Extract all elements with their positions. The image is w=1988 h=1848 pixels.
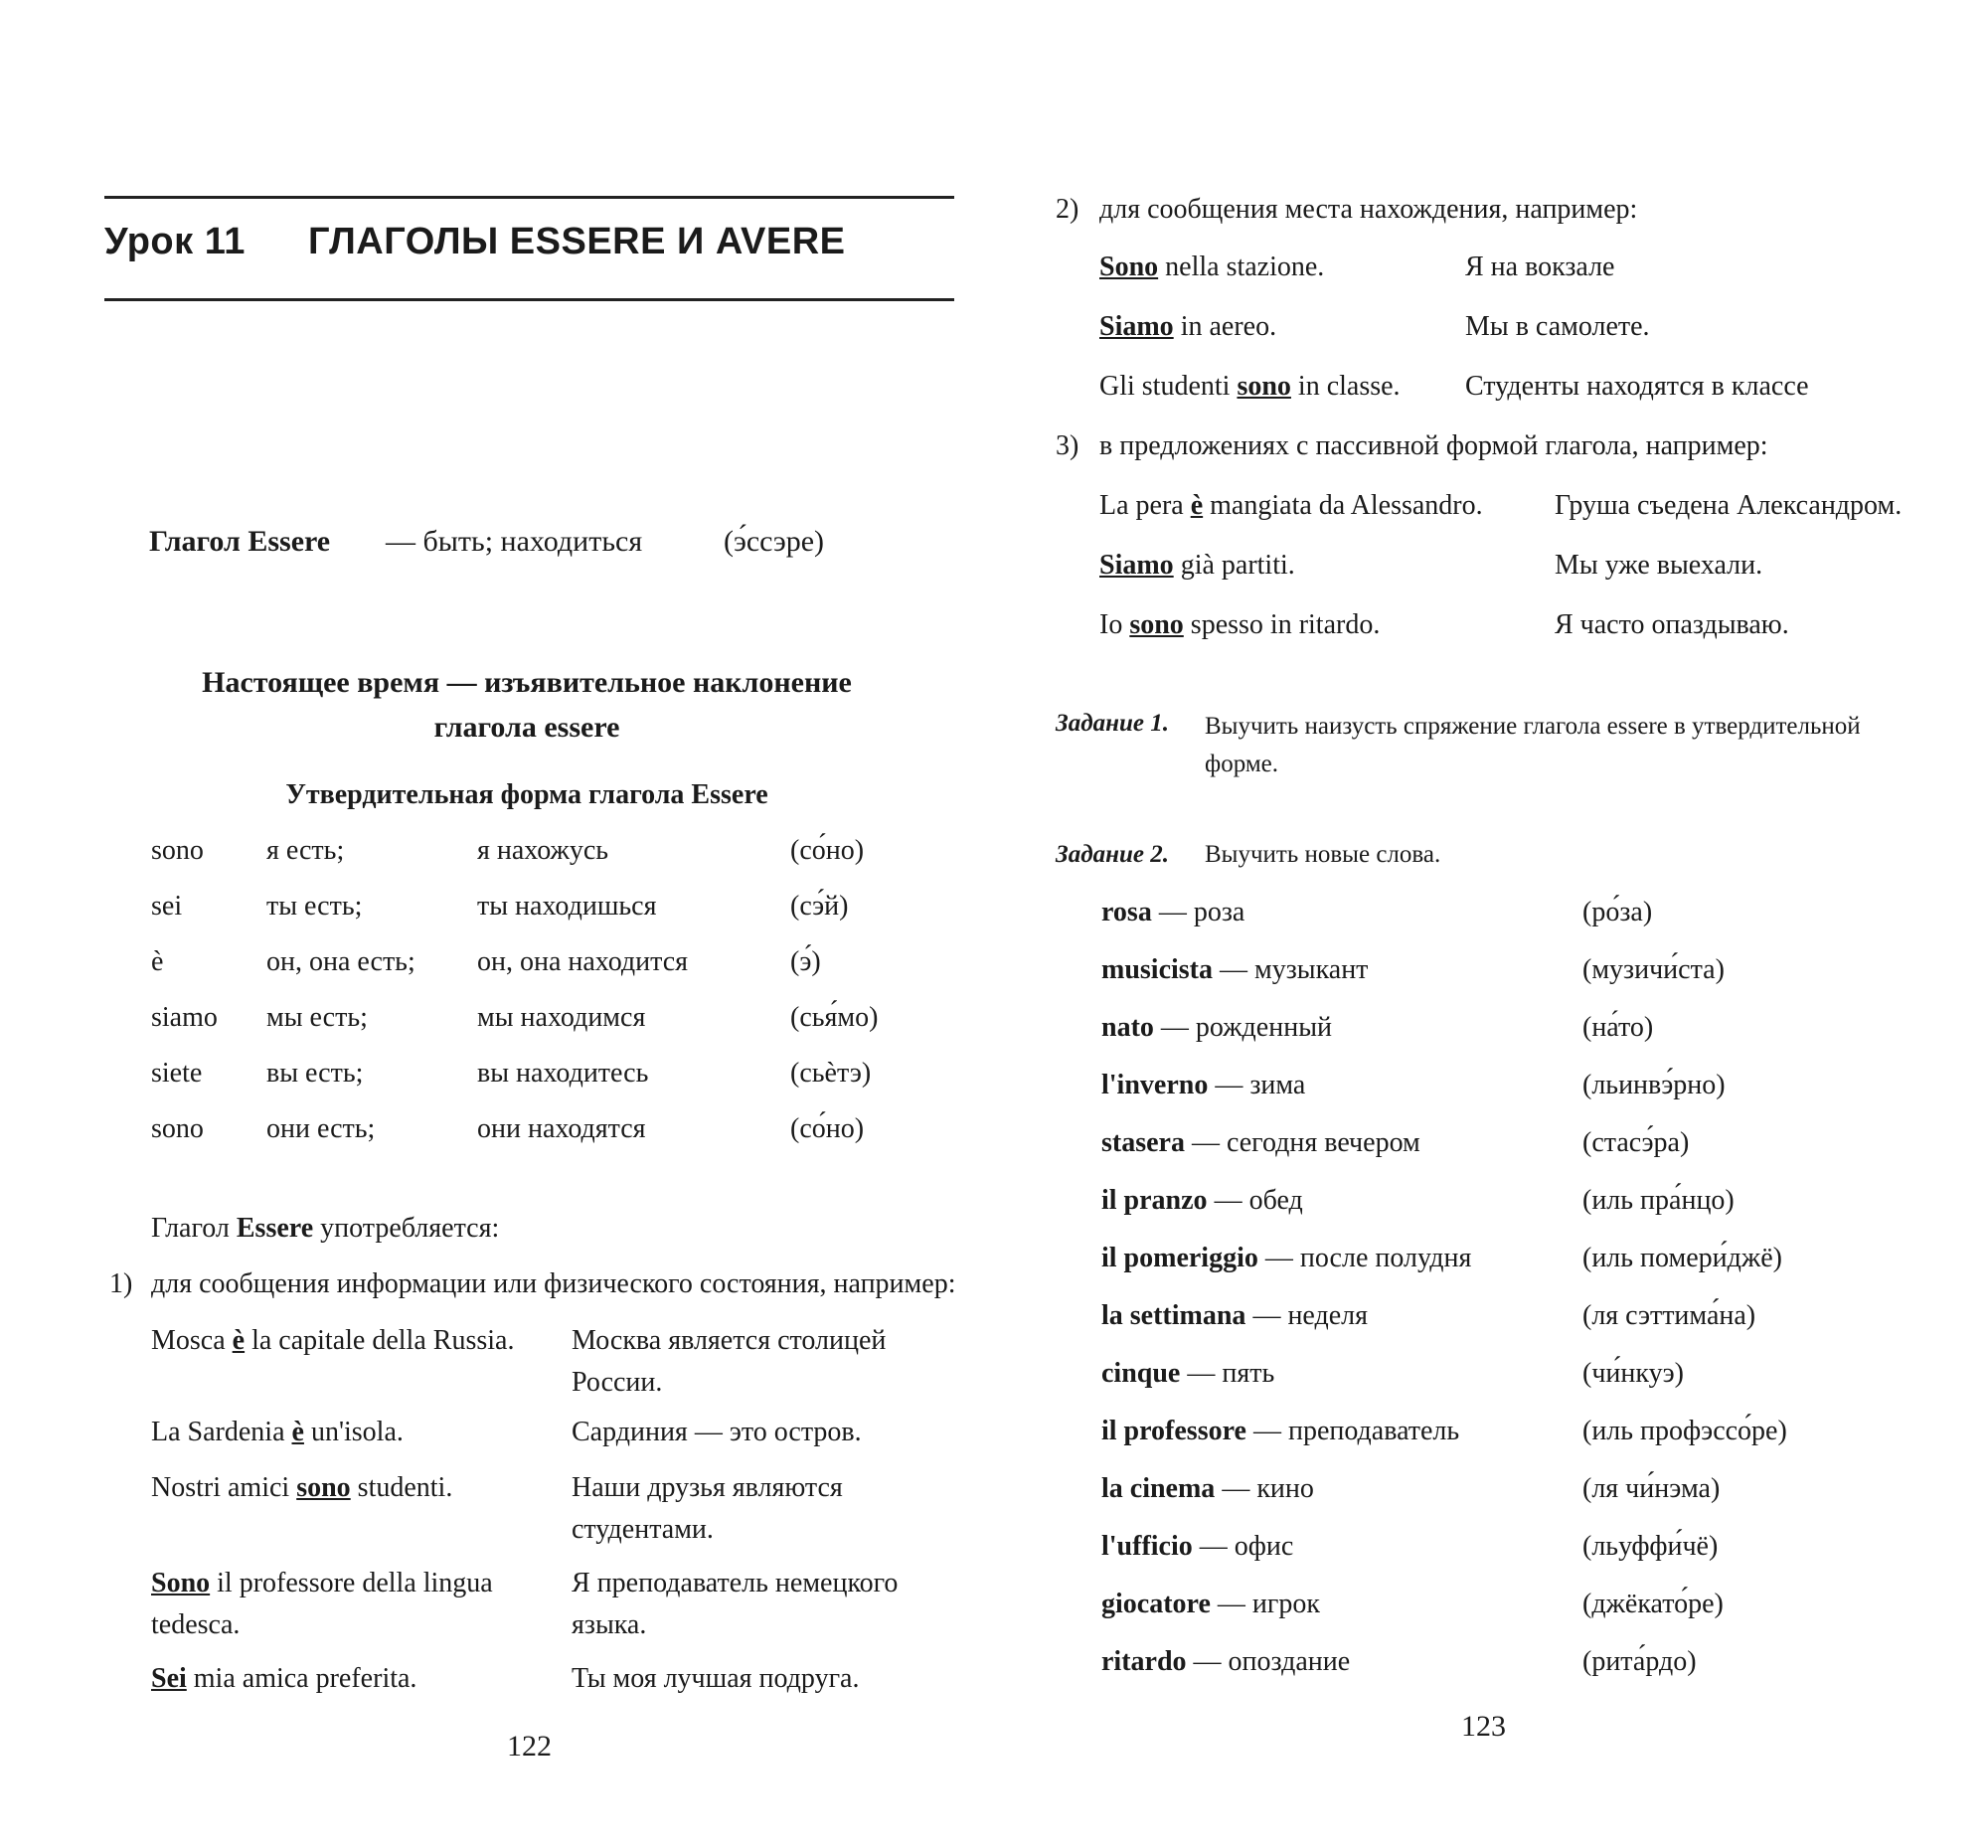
vocab-meaning: — после полудня bbox=[1257, 1243, 1472, 1273]
vocab-item bbox=[1101, 1012, 1332, 1044]
vocab-pron: (ля чи́нэма) bbox=[1582, 1473, 1721, 1504]
example-italian bbox=[151, 1563, 549, 1646]
usage-intro-verb: Essere bbox=[236, 1213, 314, 1244]
example-verb: è bbox=[291, 1417, 304, 1447]
vocab-meaning: — зима bbox=[1208, 1070, 1306, 1100]
example-russian: Груша съедена Александром. bbox=[1555, 490, 1903, 521]
vocab-item bbox=[1101, 1473, 1314, 1505]
item1-text: для сообщения информации или физического состояния, например: bbox=[151, 1268, 956, 1299]
vocab-item bbox=[1101, 1070, 1305, 1101]
verb-pronunciation: (э́ссэре) bbox=[724, 525, 825, 558]
vocab-item bbox=[1101, 1243, 1471, 1274]
conj-form: siete bbox=[151, 1058, 203, 1089]
conj-meaning2: мы находимся bbox=[477, 1002, 646, 1033]
example-russian: Мы в самолете. bbox=[1465, 311, 1650, 342]
usage-intro-pre: Глагол bbox=[151, 1213, 237, 1244]
task1-label: Задание 1. bbox=[1056, 710, 1170, 737]
vocab-item bbox=[1101, 1358, 1274, 1390]
vocab-meaning: — пять bbox=[1180, 1358, 1275, 1389]
conj-pron: (э́) bbox=[790, 946, 821, 977]
vocab-item bbox=[1101, 1416, 1459, 1447]
example-pre: Nostri amici bbox=[151, 1472, 297, 1503]
example-pre: Io bbox=[1099, 609, 1130, 640]
vocab-item bbox=[1101, 1127, 1420, 1159]
example-verb: Sei bbox=[151, 1663, 187, 1694]
example-post: spesso in ritardo. bbox=[1183, 609, 1381, 640]
task2-label: Задание 2. bbox=[1056, 841, 1170, 868]
vocab-word: cinque bbox=[1101, 1358, 1181, 1389]
page-number: 123 bbox=[1461, 1710, 1506, 1743]
example-russian: Сардиния — это остров. bbox=[572, 1417, 862, 1447]
example-post: nella stazione. bbox=[1158, 252, 1325, 282]
vocab-pron: (рита́рдо) bbox=[1582, 1646, 1697, 1677]
vocab-word: nato bbox=[1101, 1012, 1154, 1043]
conj-meaning1: мы есть; bbox=[266, 1002, 368, 1033]
conj-form: siamo bbox=[151, 1002, 218, 1033]
vocab-word: il professore bbox=[1101, 1416, 1246, 1446]
example-verb: Siamo bbox=[1099, 550, 1174, 581]
lesson-number: Урок 11 bbox=[104, 221, 246, 262]
vocab-pron: (на́то) bbox=[1582, 1012, 1654, 1043]
example-post: mia amica preferita. bbox=[186, 1663, 417, 1694]
example-russian: Я на вокзале bbox=[1465, 252, 1615, 282]
example-verb: sono bbox=[1237, 371, 1291, 402]
example-italian bbox=[1099, 252, 1324, 283]
example-russian: Мы уже выехали. bbox=[1555, 550, 1763, 581]
vocab-pron: (чи́нкуэ) bbox=[1582, 1358, 1684, 1389]
vocab-meaning: — сегодня вечером bbox=[1184, 1127, 1420, 1158]
right-page bbox=[994, 0, 1988, 1848]
conj-form: sei bbox=[151, 891, 183, 922]
conj-meaning2: они находятся bbox=[477, 1113, 646, 1144]
conj-pron: (сья́мо) bbox=[790, 1002, 879, 1033]
conj-form: è bbox=[151, 946, 164, 977]
vocab-pron: (ля сэттима́на) bbox=[1582, 1300, 1756, 1331]
item3-marker: 3) bbox=[1056, 430, 1079, 461]
example-russian: Ты моя лучшая подруга. bbox=[572, 1663, 860, 1694]
conj-pron: (сэ́й) bbox=[790, 891, 849, 922]
lesson-title: ГЛАГОЛЫ ESSERE И AVERE bbox=[308, 221, 846, 262]
vocab-item bbox=[1101, 1531, 1293, 1563]
example-verb: sono bbox=[296, 1472, 351, 1503]
example-post: in classe. bbox=[1290, 371, 1401, 402]
example-italian bbox=[1099, 371, 1401, 403]
vocab-pron: (стасэ́ра) bbox=[1582, 1127, 1690, 1158]
section-heading-2: глагола essere bbox=[433, 711, 620, 744]
example-pre: La Sardenia bbox=[151, 1417, 292, 1447]
verb-name: Глагол Essere bbox=[149, 525, 331, 558]
example-russian: Я часто опаздываю. bbox=[1555, 609, 1789, 640]
example-verb: Sono bbox=[151, 1568, 211, 1598]
conj-meaning2: ты находишься bbox=[477, 891, 657, 922]
task2-text: Выучить новые слова. bbox=[1205, 841, 1441, 868]
conj-meaning1: они есть; bbox=[266, 1113, 376, 1144]
item1-marker: 1) bbox=[109, 1268, 133, 1299]
conj-meaning2: вы находитесь bbox=[477, 1058, 649, 1089]
example-italian bbox=[1099, 490, 1483, 522]
example-post: in aereo. bbox=[1173, 311, 1277, 342]
example-pre: La pera bbox=[1099, 490, 1191, 521]
example-russian: Студенты находятся в классе bbox=[1465, 371, 1809, 402]
example-post: la capitale della Russia. bbox=[245, 1325, 515, 1356]
conj-meaning2: он, она находится bbox=[477, 946, 689, 977]
usage-intro-post: употребляется: bbox=[313, 1213, 500, 1244]
example-post: un'isola. bbox=[303, 1417, 404, 1447]
vocab-word: l'ufficio bbox=[1101, 1531, 1193, 1562]
example-italian bbox=[1099, 311, 1276, 343]
vocab-word: l'inverno bbox=[1101, 1070, 1209, 1100]
example-italian bbox=[151, 1412, 549, 1453]
page-number: 122 bbox=[507, 1730, 552, 1763]
conj-pron: (сьѐтэ) bbox=[790, 1058, 872, 1089]
example-post: già partiti. bbox=[1173, 550, 1295, 581]
vocab-meaning: — рожденный bbox=[1153, 1012, 1332, 1043]
vocab-meaning: — музыкант bbox=[1213, 954, 1369, 985]
vocab-word: rosa bbox=[1101, 897, 1152, 927]
bottom-rule bbox=[104, 298, 954, 301]
vocab-item bbox=[1101, 954, 1368, 986]
example-italian bbox=[151, 1658, 549, 1700]
vocab-pron: (иль помери́джё) bbox=[1582, 1243, 1782, 1273]
vocab-word: la settimana bbox=[1101, 1300, 1246, 1331]
example-russian: Наши друзья являются студентами. bbox=[572, 1472, 843, 1545]
verb-meaning: — быть; находиться bbox=[386, 525, 643, 558]
example-verb: sono bbox=[1129, 609, 1184, 640]
conj-meaning2: я нахожусь bbox=[477, 835, 609, 866]
example-pre: Gli studenti bbox=[1099, 371, 1238, 402]
vocab-meaning: — преподаватель bbox=[1245, 1416, 1460, 1446]
example-italian bbox=[1099, 550, 1295, 582]
subheading: Утвердительная форма глагола Essere bbox=[285, 779, 768, 810]
vocab-pron: (музичи́ста) bbox=[1582, 954, 1725, 985]
example-russian: Я преподаватель немецкого языка. bbox=[572, 1568, 899, 1640]
conj-form: sono bbox=[151, 835, 204, 866]
example-verb: Siamo bbox=[1099, 311, 1174, 342]
conj-pron: (со́но) bbox=[790, 835, 865, 866]
example-pre: Mosca bbox=[151, 1325, 233, 1356]
item2-marker: 2) bbox=[1056, 194, 1079, 225]
vocab-pron: (иль пра́нцо) bbox=[1582, 1185, 1735, 1216]
item2-text: для сообщения места нахождения, например: bbox=[1099, 194, 1638, 225]
example-italian bbox=[151, 1320, 549, 1362]
conj-pron: (со́но) bbox=[790, 1113, 865, 1144]
conj-meaning1: ты есть; bbox=[266, 891, 363, 922]
vocab-word: il pranzo bbox=[1101, 1185, 1208, 1216]
example-russian: Москва является столицей России. bbox=[572, 1325, 887, 1398]
section-heading: Настоящее время — изъявительное наклонение bbox=[202, 666, 852, 699]
vocab-meaning: — неделя bbox=[1245, 1300, 1369, 1331]
example-verb: Sono bbox=[1099, 252, 1159, 282]
conj-meaning1: вы есть; bbox=[266, 1058, 364, 1089]
example-italian bbox=[1099, 609, 1380, 641]
vocab-meaning: — обед bbox=[1207, 1185, 1303, 1216]
vocab-item bbox=[1101, 1646, 1350, 1678]
vocab-item bbox=[1101, 897, 1244, 928]
vocab-meaning: — кино bbox=[1215, 1473, 1314, 1504]
conj-form: sono bbox=[151, 1113, 204, 1144]
top-rule bbox=[104, 196, 954, 199]
vocab-item bbox=[1101, 1300, 1368, 1332]
vocab-item bbox=[1101, 1589, 1320, 1620]
vocab-word: ritardo bbox=[1101, 1646, 1187, 1677]
vocab-word: il pomeriggio bbox=[1101, 1243, 1258, 1273]
example-verb: è bbox=[232, 1325, 246, 1356]
conj-meaning1: я есть; bbox=[266, 835, 345, 866]
vocab-pron: (льуффи́чё) bbox=[1582, 1531, 1719, 1562]
usage-intro bbox=[151, 1213, 499, 1245]
vocab-pron: (иль профэссо́ре) bbox=[1582, 1416, 1787, 1446]
vocab-word: musicista bbox=[1101, 954, 1213, 985]
vocab-pron: (льинвэ́рно) bbox=[1582, 1070, 1726, 1100]
vocab-pron: (ро́за) bbox=[1582, 897, 1653, 927]
vocab-meaning: — опоздание bbox=[1186, 1646, 1351, 1677]
vocab-word: giocatore bbox=[1101, 1589, 1211, 1619]
conj-meaning1: он, она есть; bbox=[266, 946, 415, 977]
example-post: il professore della lingua tedesca. bbox=[151, 1568, 493, 1640]
vocab-word: la cinema bbox=[1101, 1473, 1216, 1504]
vocab-pron: (джёкато́ре) bbox=[1582, 1589, 1724, 1619]
vocab-item bbox=[1101, 1185, 1303, 1217]
example-post: mangiata da Alessandro. bbox=[1203, 490, 1483, 521]
lesson-heading bbox=[104, 221, 954, 263]
vocab-meaning: — роза bbox=[1151, 897, 1245, 927]
vocab-word: stasera bbox=[1101, 1127, 1185, 1158]
example-italian bbox=[151, 1467, 549, 1509]
task1-text: Выучить наизусть спряжение глагола essere в утвердительной форме. bbox=[1205, 713, 1861, 777]
vocab-meaning: — офис bbox=[1192, 1531, 1294, 1562]
item3-text: в предложениях с пассивной формой глагола, например: bbox=[1099, 430, 1768, 461]
example-post: studenti. bbox=[350, 1472, 453, 1503]
vocab-meaning: — игрок bbox=[1210, 1589, 1320, 1619]
example-verb: è bbox=[1190, 490, 1204, 521]
